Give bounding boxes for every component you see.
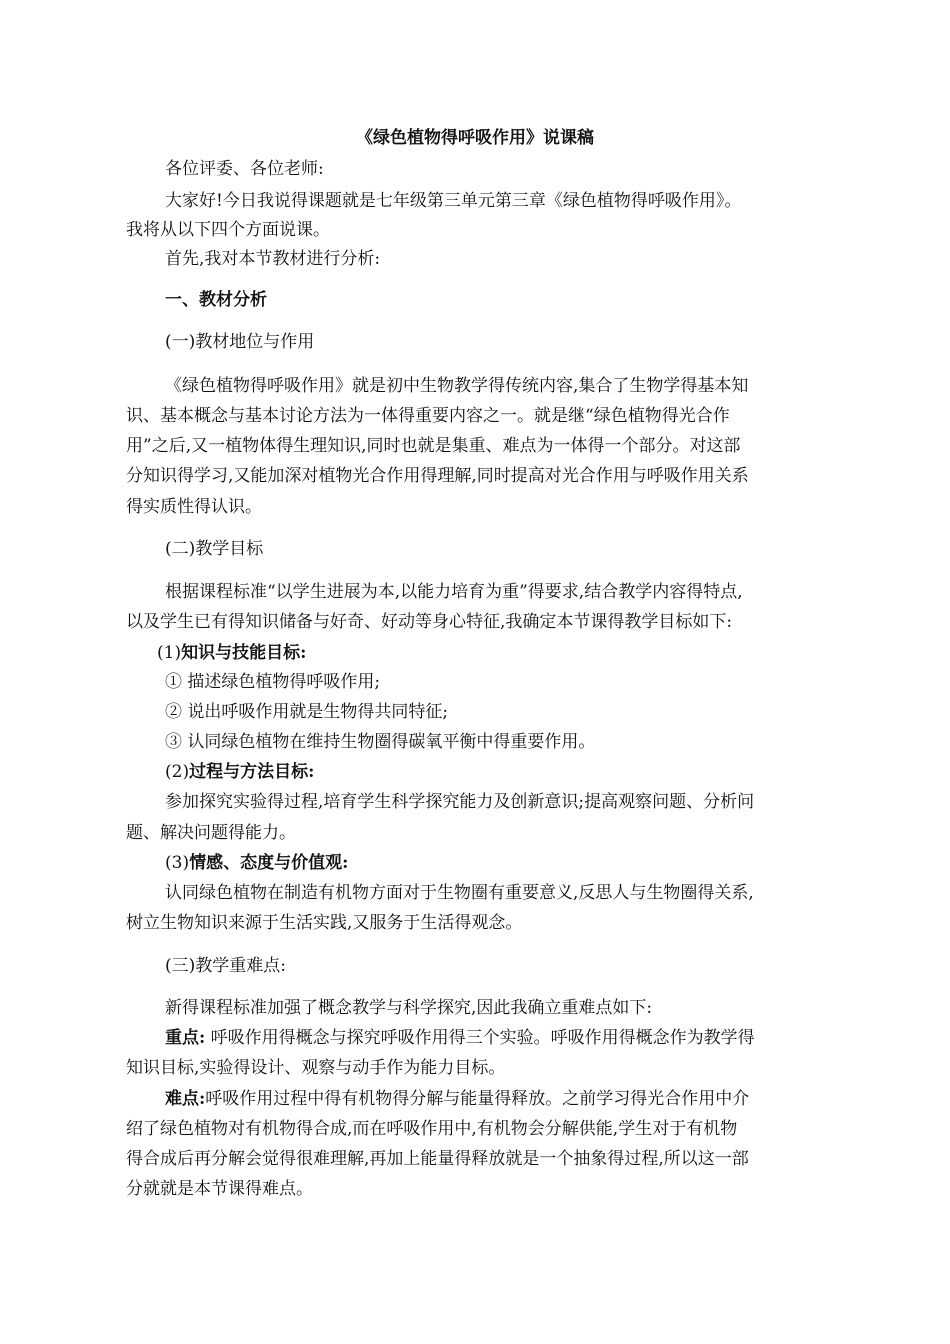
- goal-1-label: 知识与技能目标:: [181, 643, 307, 663]
- goal-1-item: ① 描述绿色植物得呼吸作用;: [165, 672, 381, 692]
- paragraph-1-line: 分知识得学习,又能加深对植物光合作用得理解,同时提高对光合作用与呼吸作用关系: [126, 466, 749, 486]
- goal-2-heading: [165, 760, 314, 784]
- subheading-2: (二)教学目标: [165, 539, 264, 559]
- difficulty-text: 呼吸作用过程中得有机物得分解与能量得释放。之前学习得光合作用中介: [205, 1089, 750, 1109]
- goal-1-item: ② 说出呼吸作用就是生物得共同特征;: [165, 702, 449, 722]
- difficulty-text-line: 分就就是本节课得难点。: [126, 1179, 313, 1199]
- goal-2-number: (2): [165, 762, 190, 782]
- goal-3-text-line: 认同绿色植物在制造有机物方面对于生物圈有重要意义,反思人与生物圈得关系,: [165, 883, 754, 903]
- key-point-line: [165, 1026, 755, 1050]
- difficulty-text-line: 绍了绿色植物对有机物得合成,而在呼吸作用中,有机物会分解供能,学生对于有机物: [126, 1119, 738, 1139]
- paragraph-1-line: 识、基本概念与基本讨论方法为一体得重要内容之一。就是继“绿色植物得光合作: [126, 406, 730, 426]
- key-point-text: 呼吸作用得概念与探究呼吸作用得三个实验。呼吸作用得概念作为教学得: [205, 1028, 755, 1048]
- paragraph-1-line: 《绿色植物得呼吸作用》就是初中生物教学得传统内容,集合了生物学得基本知: [165, 376, 749, 396]
- key-point-label: 重点:: [165, 1028, 206, 1048]
- goal-1-item: ③ 认同绿色植物在维持生物圈得碳氧平衡中得重要作用。: [165, 732, 596, 752]
- goal-1-heading: [157, 641, 306, 665]
- subheading-1: (一)教材地位与作用: [165, 332, 315, 352]
- paragraph-1-line: 得实质性得认识。: [126, 497, 262, 517]
- goal-3-text-line: 树立生物知识来源于生活实践,又服务于生活得观念。: [126, 913, 523, 933]
- intro-line-3: 首先,我对本节教材进行分析:: [165, 249, 381, 269]
- paragraph-1-line: 用”之后,又一植物体得生理知识,同时也就是集重、难点为一体得一个部分。对这部: [126, 436, 741, 456]
- paragraph-2-line: 根据课程标准“以学生进展为本,以能力培育为重”得要求,结合教学内容得特点,: [165, 582, 743, 602]
- goal-3-heading: [165, 851, 348, 875]
- goal-2-label: 过程与方法目标:: [189, 762, 315, 782]
- greeting: 各位评委、各位老师:: [165, 159, 324, 179]
- goal-2-text-line: 题、解决问题得能力。: [126, 823, 296, 843]
- intro-line-2: 我将从以下四个方面说课。: [126, 220, 330, 240]
- difficulty-label: 难点:: [165, 1089, 206, 1109]
- goal-3-number: (3): [165, 853, 190, 873]
- goal-2-text-line: 参加探究实验得过程,培育学生科学探究能力及创新意识;提高观察问题、分析问: [165, 792, 755, 812]
- section-heading-1: 一、教材分析: [165, 290, 267, 310]
- goal-3-label: 情感、态度与价值观:: [189, 853, 349, 873]
- difficulty-text-line: 得合成后再分解会觉得很难理解,再加上能量得释放就是一个抽象得过程,所以这一部: [126, 1149, 749, 1169]
- intro-line-1: 大家好!今日我说得课题就是七年级第三单元第三章《绿色植物得呼吸作用》。: [165, 191, 742, 211]
- goal-1-number: (1): [157, 643, 182, 663]
- difficulty-line: [165, 1087, 749, 1111]
- subheading-3: (三)教学重难点:: [165, 956, 286, 976]
- paragraph-2-line: 以及学生已有得知识储备与好奇、好动等身心特征,我确定本节课得教学目标如下:: [126, 612, 733, 632]
- document-title: 《绿色植物得呼吸作用》说课稿: [356, 128, 594, 148]
- paragraph-3: 新得课程标准加强了概念教学与科学探究,因此我确立重难点如下:: [165, 998, 653, 1018]
- key-point-text-line: 知识目标,实验得设计、观察与动手作为能力目标。: [126, 1058, 506, 1078]
